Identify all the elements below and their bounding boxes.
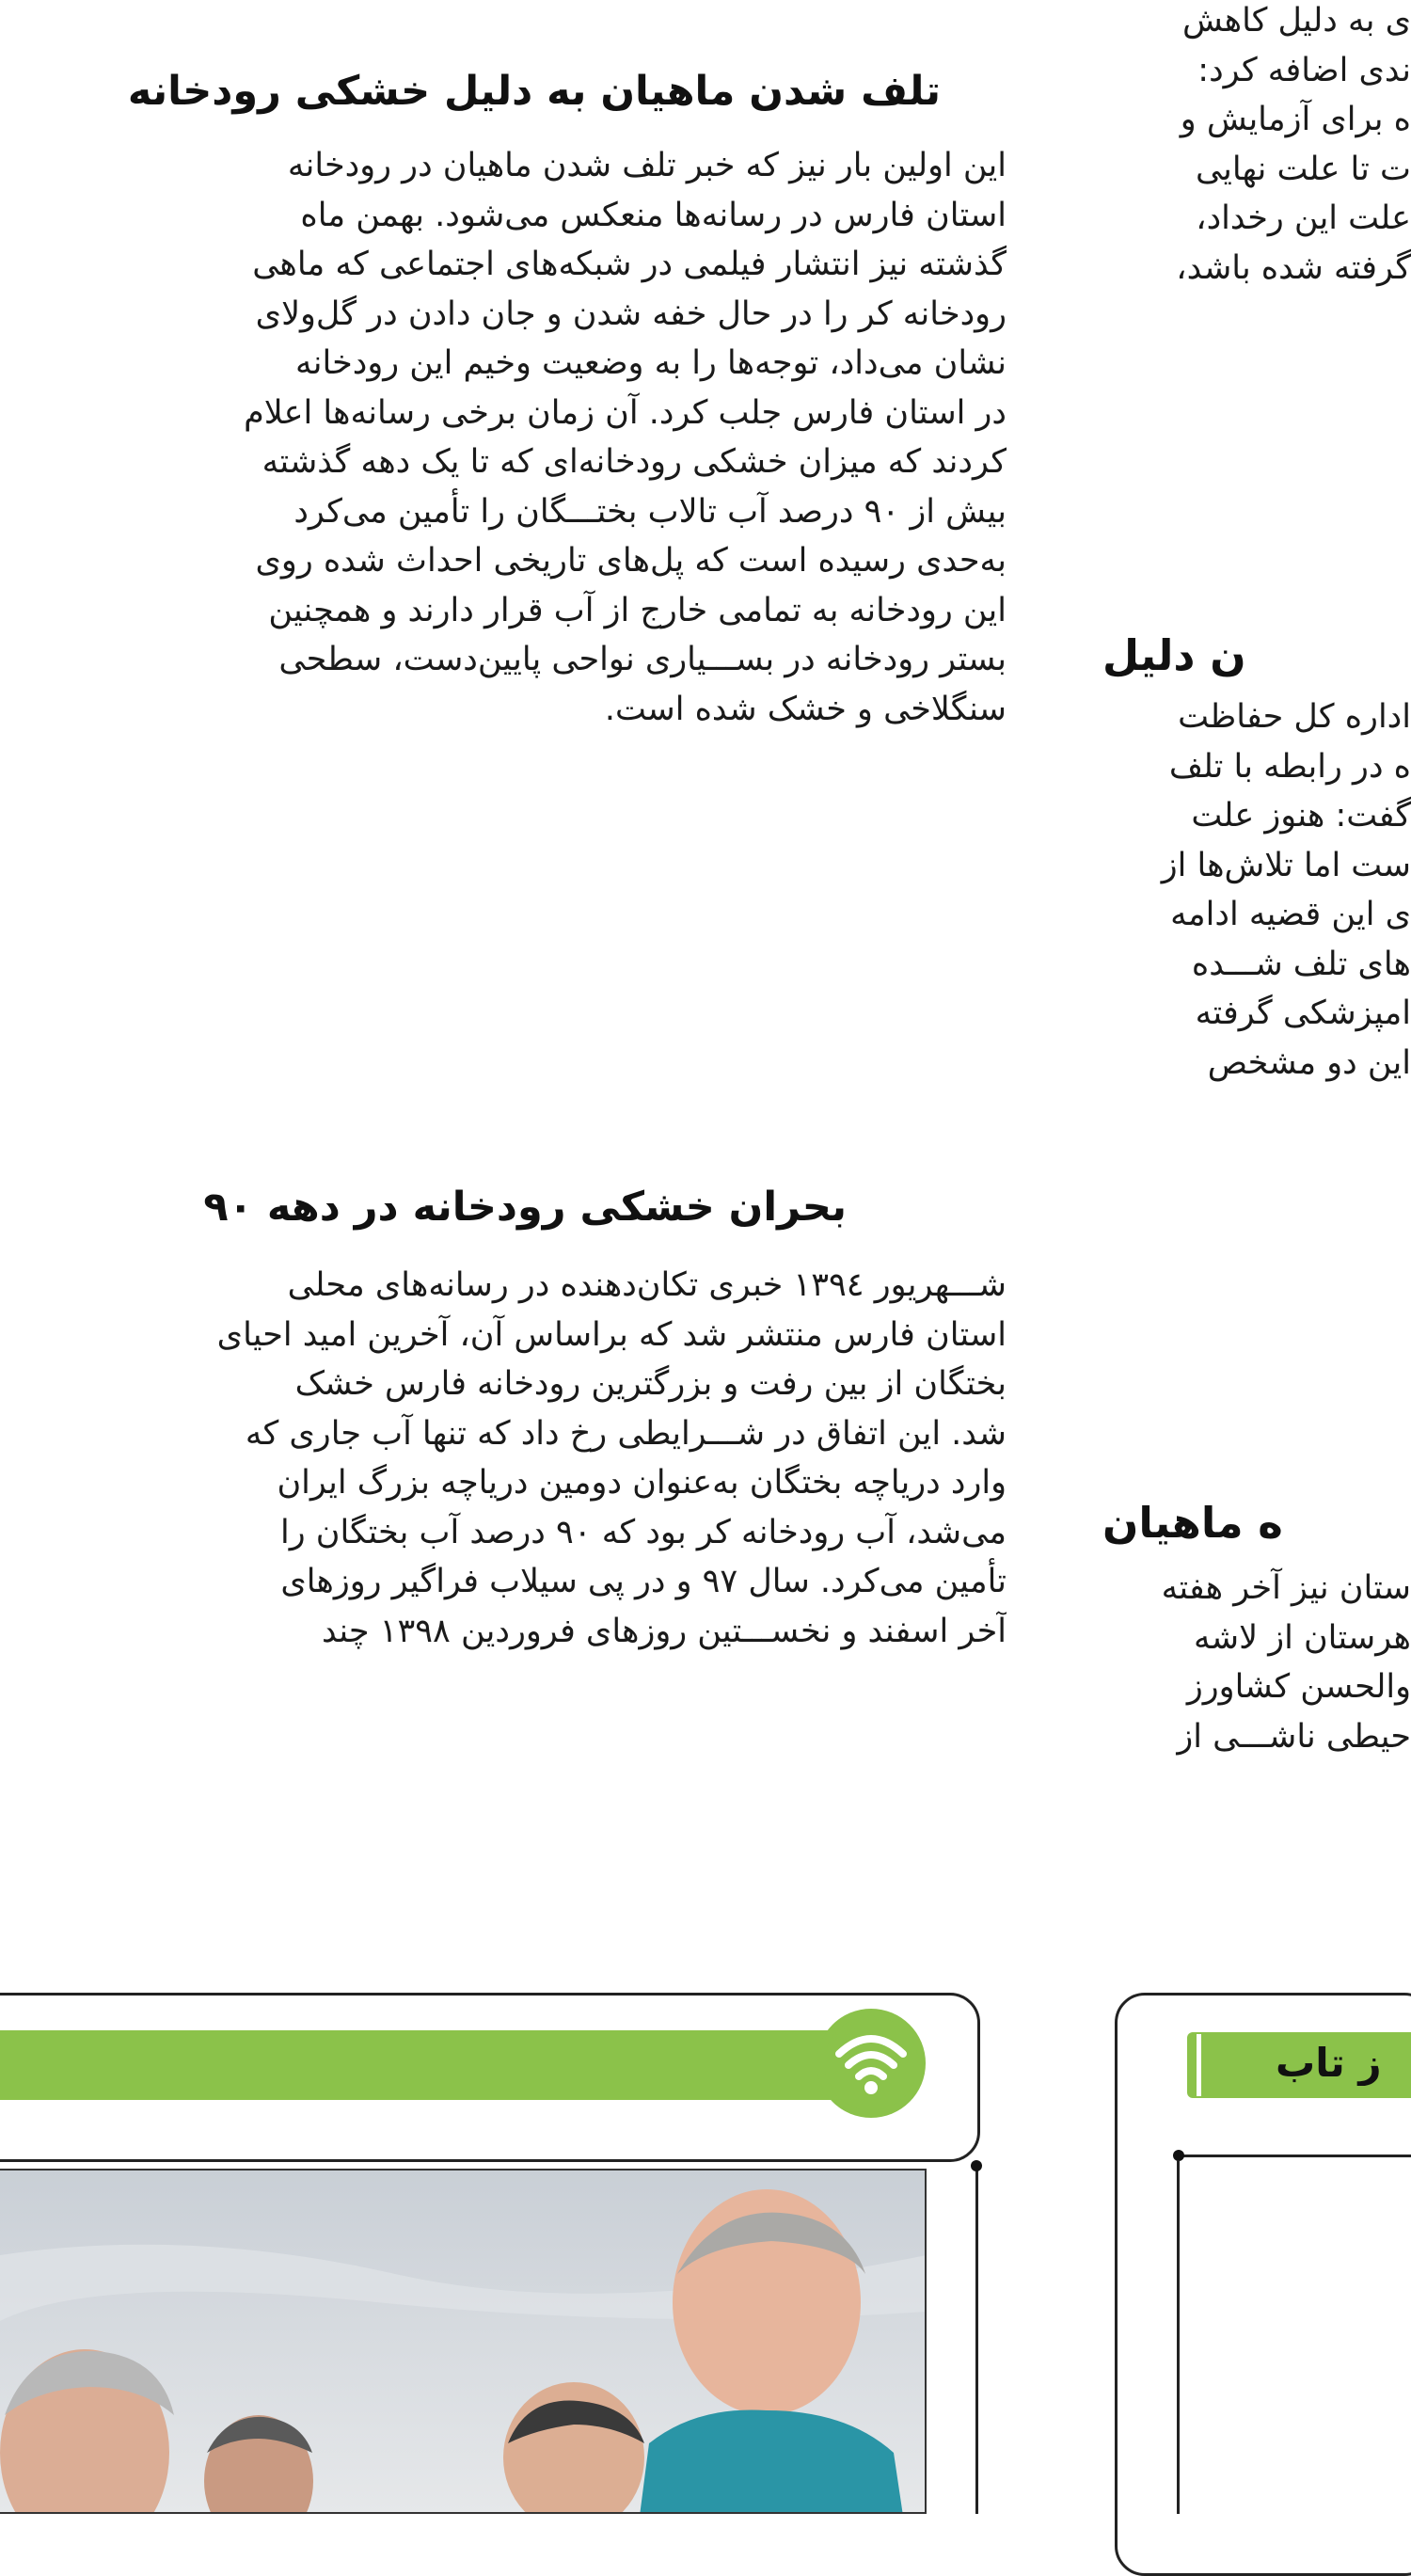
paragraph-2	[0, 1261, 1007, 1656]
text-line: اداره کل حفاظت	[1178, 698, 1411, 736]
text-line: حیطی ناشـــی از	[1177, 1717, 1411, 1756]
text-line: این رودخانه به تمامی خارج از آب قرار دارند و همچنین	[268, 591, 1007, 629]
headline-fish-death: تلف شدن ماهیان به دلیل خشکی رودخانه	[127, 68, 941, 115]
text-line: شد. این اتفاق در شـــرایطی رخ داد که تنها آب جاری که	[245, 1414, 1007, 1453]
text-line: والحسن کشاورز	[1186, 1668, 1411, 1706]
text-line: ست اما تلاش‌ها از	[1161, 846, 1411, 884]
text-line: استان فارس در رسانه‌ها منعکس می‌شود. بهمن ماه	[300, 196, 1007, 234]
text-line: علت این رخداد،	[1196, 199, 1411, 237]
right-column-bottom-text	[1102, 1564, 1411, 1761]
right-column-heading-1: ن دلیل	[1102, 630, 1246, 680]
text-line: تأمین می‌کرد. سال ۹۷ و در پی سیلاب فراگیر روزهای	[280, 1563, 1007, 1600]
text-line: آخر اسفند و نخســـتین روزهای فروردین ۱۳۹۸ چند	[321, 1612, 1007, 1650]
right-column-middle-text	[1102, 692, 1411, 1088]
text-line: های تلف شـــده	[1191, 945, 1411, 983]
text-line: ندی اضافه کرد:	[1197, 51, 1411, 89]
right-box-title: ز تاب	[1276, 2040, 1382, 2086]
text-line: گرفته شده باشد،	[1176, 248, 1411, 287]
photo-box-green-bar	[0, 2030, 865, 2100]
text-line: می‌شد، آب رودخانه کر بود که ۹۰ درصد آب بختگان را	[280, 1513, 1007, 1551]
text-line: امپزشکی گرفته	[1195, 994, 1411, 1032]
text-line: بستر رودخانه در بســـیاری نواحی پایین‌دست، سطحی	[278, 641, 1007, 678]
text-line: به‌حدی رسیده است که پل‌های تاریخی احداث شده روی	[255, 542, 1007, 580]
paragraph-1	[0, 141, 1007, 734]
right-column-heading-2: ه ماهیان	[1102, 1498, 1283, 1548]
photo-people-illustration	[0, 2171, 927, 2514]
text-line: ی این قضیه ادامه	[1170, 896, 1411, 933]
news-photo	[0, 2169, 927, 2514]
text-line: این دو مشخص	[1207, 1043, 1411, 1082]
wifi-icon	[816, 2009, 926, 2118]
text-line: شـــهریور ۱۳۹٤ خبری تکان‌دهنده در رسانه‌های محلی	[287, 1266, 1007, 1304]
right-column-top-text	[1102, 0, 1411, 293]
text-line: گذشته نیز انتشار فیلمی در شبکه‌های اجتماعی که ماهی	[252, 246, 1007, 283]
text-line: گفت: هنوز علت	[1191, 797, 1411, 835]
text-line: بیش از ۹۰ درصد آب تالاب بختـــگان را تأمین می‌کرد	[293, 492, 1007, 531]
wifi-badge	[816, 2009, 926, 2118]
text-line: در استان فارس جلب کرد. آن زمان برخی رسانه‌ها اعلام	[244, 393, 1007, 432]
text-line: بختگان از بین رفت و بزرگترین رودخانه فارس خشک	[294, 1365, 1007, 1403]
photo-box-dot	[971, 2160, 982, 2171]
text-line: ت تا علت نهایی	[1195, 150, 1411, 188]
right-box-bar-divider	[1197, 2034, 1201, 2096]
right-box-rule	[1176, 2155, 1411, 2157]
headline-drought-crisis: بحران خشکی رودخانه در دهه ۹۰	[203, 1184, 847, 1231]
text-line: استان فارس منتشر شد که براساس آن، آخرین امید احیای	[216, 1315, 1007, 1354]
text-line: ه برای آزمایش و	[1180, 101, 1411, 138]
right-box-vertical-rule	[1177, 2160, 1180, 2514]
text-line: کردند که میزان خشکی رودخانه‌ای که تا یک دهه گذشته	[262, 443, 1007, 481]
text-line: هرستان از لاشه	[1194, 1618, 1411, 1657]
text-line: وارد دریاچه بختگان به‌عنوان دومین دریاچه بزرگ ایران	[277, 1464, 1007, 1502]
text-line: ستان نیز آخر هفته	[1161, 1569, 1411, 1607]
text-line: نشان می‌داد، توجه‌ها را به وضعیت وخیم این رودخانه	[294, 344, 1007, 382]
text-line: این اولین بار نیز که خبر تلف شدن ماهیان در رودخانه	[287, 147, 1007, 184]
text-line: رودخانه کر را در حال خفه شدن و جان دادن در گل‌ولای	[255, 294, 1007, 333]
photo-box-vertical-rule	[975, 2169, 978, 2514]
text-line: ی به دلیل کاهش	[1181, 2, 1411, 40]
text-line: سنگلاخی و خشک شده است.	[604, 690, 1007, 728]
text-line: ه در رابطه با تلف	[1168, 747, 1411, 786]
